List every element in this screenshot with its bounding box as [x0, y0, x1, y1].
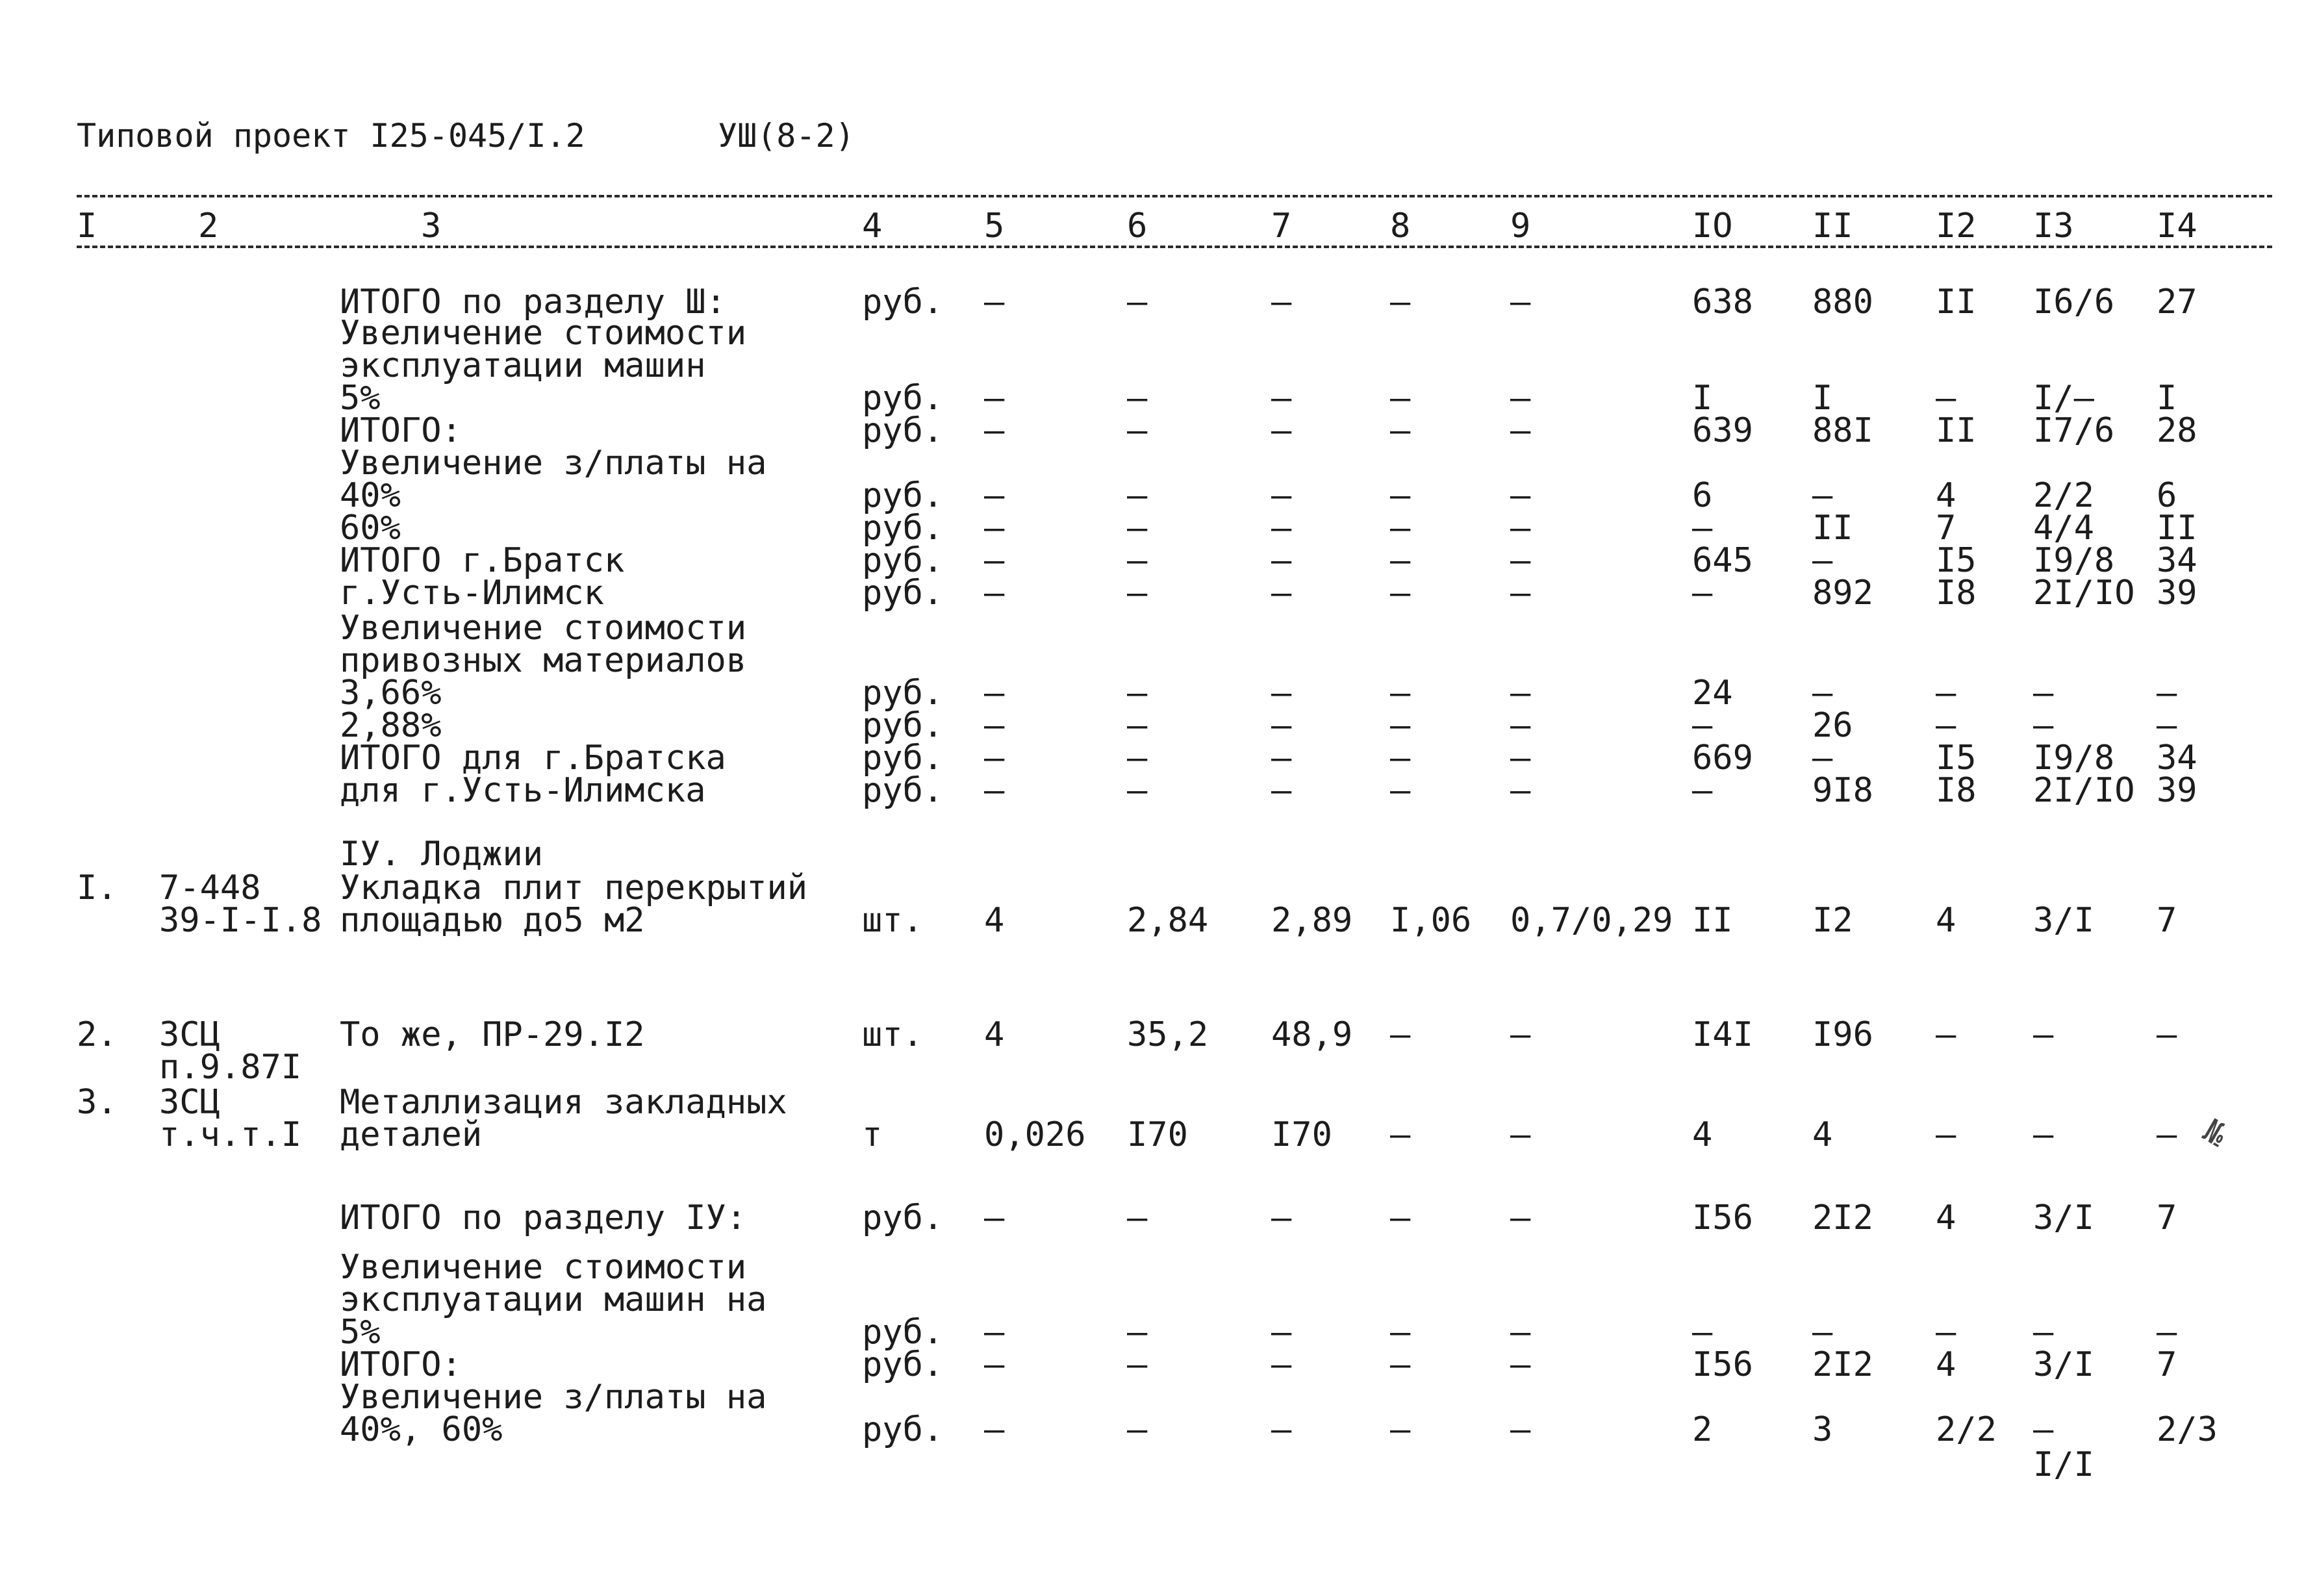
table-cell-c5: –: [984, 379, 1005, 418]
table-cell-c12: –: [1936, 379, 1956, 418]
table-cell-c6: –: [1127, 1345, 1148, 1384]
table-cell-c6: 2,84: [1127, 901, 1209, 940]
table-cell-c11: 2I2: [1812, 1345, 1873, 1384]
table-cell-c10: 645: [1692, 541, 1753, 580]
table-cell-c5: –: [984, 674, 1005, 713]
table-cell-description: Увеличение стоимости: [340, 314, 747, 353]
table-cell-description: г.Усть-Илимск: [340, 574, 604, 613]
table-cell-c4: руб.: [862, 541, 944, 580]
table-cell-c11: 88I: [1812, 411, 1873, 450]
table-cell-c5: –: [984, 509, 1005, 548]
table-cell-description: 5%: [340, 379, 381, 418]
table-cell-c12: II: [1936, 411, 1977, 450]
table-cell-c13: I9/8: [2033, 541, 2115, 580]
table-cell-reference: 39-I-I.8: [159, 901, 322, 940]
table-cell-c8: –: [1390, 771, 1411, 810]
header-rule-top: [77, 195, 2272, 197]
section-4-title: IУ. Лоджии: [340, 835, 544, 874]
table-cell-c7: –: [1271, 1198, 1292, 1237]
table-cell-c8: I,06: [1390, 901, 1472, 940]
table-cell-description: ИТОГО г.Братск: [340, 541, 625, 580]
table-cell-c11: 3: [1812, 1410, 1833, 1449]
table-cell-c12: –: [1936, 1015, 1956, 1054]
table-cell-c8: –: [1390, 574, 1411, 613]
table-cell-c12: I8: [1936, 771, 1977, 810]
table-cell-c10: –: [1692, 706, 1713, 745]
table-cell-c11: II: [1812, 509, 1853, 548]
table-cell-c12: II: [1936, 283, 1977, 322]
table-cell-description: площадью до5 м2: [340, 901, 645, 940]
table-cell-c13: I6/6: [2033, 283, 2115, 322]
table-cell-c6: –: [1127, 574, 1148, 613]
table-cell-c14: 34: [2157, 541, 2197, 580]
table-cell-c9: –: [1510, 1015, 1531, 1054]
table-cell-c6: –: [1127, 541, 1148, 580]
table-cell-c7: –: [1271, 379, 1292, 418]
table-cell-c6: –: [1127, 674, 1148, 713]
table-cell-c8: –: [1390, 379, 1411, 418]
table-cell-c14: 28: [2157, 411, 2197, 450]
table-cell-c11: 892: [1812, 574, 1873, 613]
table-cell-c6: 35,2: [1127, 1015, 1209, 1054]
table-cell-c14: 7: [2157, 1345, 2177, 1384]
table-cell-c8: –: [1390, 476, 1411, 515]
table-cell-c10: 638: [1692, 283, 1753, 322]
table-cell-c14: –: [2157, 706, 2177, 745]
sheet-code: УШ(8-2): [718, 117, 855, 155]
table-cell-c10: 6: [1692, 476, 1713, 515]
table-cell-c9: –: [1510, 739, 1531, 778]
table-cell-c11: I: [1812, 379, 1833, 418]
table-cell-c10: I56: [1692, 1198, 1753, 1237]
table-cell-c5: –: [984, 739, 1005, 778]
table-cell-c6: –: [1127, 739, 1148, 778]
table-cell-c9: –: [1510, 1410, 1531, 1449]
column-number-9: 9: [1510, 207, 1531, 246]
table-cell-c5: –: [984, 1410, 1005, 1449]
table-cell-c14: 7: [2157, 901, 2177, 940]
table-cell-c7: –: [1271, 706, 1292, 745]
table-cell-reference: 7-448: [159, 868, 261, 907]
table-cell-description: для г.Усть-Илимска: [340, 771, 706, 810]
column-number-14: I4: [2157, 207, 2197, 246]
table-cell-c13: –: [2033, 1313, 2054, 1352]
table-cell-c11: –: [1812, 1313, 1833, 1352]
table-cell-c12: 4: [1936, 901, 1956, 940]
table-cell-c4: руб.: [862, 379, 944, 418]
table-cell-c10: –: [1692, 1313, 1713, 1352]
table-cell-c14: –: [2157, 1115, 2177, 1154]
table-cell-c12: 4: [1936, 476, 1956, 515]
table-cell-c8: –: [1390, 1015, 1411, 1054]
column-number-6: 6: [1127, 207, 1148, 246]
table-cell-c4: руб.: [862, 476, 944, 515]
table-cell-c4: руб.: [862, 1198, 944, 1237]
table-cell-c7: I70: [1271, 1115, 1332, 1154]
table-cell-c6: –: [1127, 706, 1148, 745]
table-cell-c8: –: [1390, 706, 1411, 745]
table-cell-c5: –: [984, 1198, 1005, 1237]
table-cell-reference: т.ч.т.I: [159, 1115, 302, 1154]
table-cell-c8: –: [1390, 674, 1411, 713]
table-cell-c12: 4: [1936, 1198, 1956, 1237]
table-cell-description: 40%: [340, 476, 401, 515]
table-cell-c13: –: [2033, 706, 2054, 745]
column-number-10: IO: [1692, 207, 1733, 246]
table-cell-c5: –: [984, 1345, 1005, 1384]
table-cell-c5: –: [984, 771, 1005, 810]
table-cell-c13: I/–: [2033, 379, 2094, 418]
table-cell-c13: I9/8: [2033, 739, 2115, 778]
table-cell-c8: –: [1390, 509, 1411, 548]
table-cell-description: эксплуатации машин: [340, 346, 706, 385]
table-cell-c7: –: [1271, 1345, 1292, 1384]
table-cell-c4: руб.: [862, 706, 944, 745]
table-cell-c7: 2,89: [1271, 901, 1353, 940]
column-number-11: II: [1812, 207, 1853, 246]
table-cell-description: деталей: [340, 1115, 483, 1154]
table-cell-c6: –: [1127, 1410, 1148, 1449]
table-cell-c12: I5: [1936, 739, 1977, 778]
table-cell-c11: 26: [1812, 706, 1853, 745]
table-cell-c13: 2I/IO: [2033, 574, 2135, 613]
table-cell-c9: –: [1510, 1198, 1531, 1237]
table-cell-c8: –: [1390, 1410, 1411, 1449]
table-cell-c10: 4: [1692, 1115, 1713, 1154]
table-cell-c4: руб.: [862, 674, 944, 713]
table-cell-c8: –: [1390, 1198, 1411, 1237]
table-cell-c7: –: [1271, 771, 1292, 810]
column-number-8: 8: [1390, 207, 1411, 246]
table-cell-c7: –: [1271, 674, 1292, 713]
table-cell-c13: –: [2033, 1115, 2054, 1154]
table-cell-c4: шт.: [862, 1015, 923, 1054]
table-cell-c5: 4: [984, 1015, 1005, 1054]
table-cell-c8: –: [1390, 1115, 1411, 1154]
column-number-7: 7: [1271, 207, 1292, 246]
table-cell-c6: –: [1127, 1313, 1148, 1352]
table-cell-c12: I8: [1936, 574, 1977, 613]
table-cell-c9: –: [1510, 574, 1531, 613]
table-cell-c7: –: [1271, 541, 1292, 580]
column-number-1: I: [77, 207, 97, 246]
table-cell-c5: –: [984, 574, 1005, 613]
table-cell-row-number: I.: [77, 868, 118, 907]
table-cell-description: привозных материалов: [340, 641, 747, 680]
table-cell-c12: I5: [1936, 541, 1977, 580]
table-cell-c6: –: [1127, 283, 1148, 322]
table-cell-c12: –: [1936, 706, 1956, 745]
table-cell-c9: –: [1510, 1115, 1531, 1154]
table-cell-c7: –: [1271, 739, 1292, 778]
table-cell-description: То же, ПР-29.I2: [340, 1015, 645, 1054]
table-cell-c9: –: [1510, 411, 1531, 450]
table-cell-description: 60%: [340, 509, 401, 548]
table-cell-c9: –: [1510, 541, 1531, 580]
table-cell-description: Увеличение з/платы на: [340, 444, 767, 483]
table-cell-row-number: 3.: [77, 1083, 118, 1122]
table-cell-c7: 48,9: [1271, 1015, 1353, 1054]
project-title: Типовой проект I25-045/I.2: [77, 117, 585, 155]
table-cell-c9: –: [1510, 706, 1531, 745]
table-cell-c14: I: [2157, 379, 2177, 418]
table-cell-c10: –: [1692, 771, 1713, 810]
table-cell-c5: –: [984, 706, 1005, 745]
table-cell-c13: 2I/IO: [2033, 771, 2135, 810]
table-cell-c5: 4: [984, 901, 1005, 940]
table-cell-c13: 3/I: [2033, 1345, 2094, 1384]
table-cell-description: ИТОГО по разделу IУ:: [340, 1198, 747, 1237]
table-cell-c4: руб.: [862, 411, 944, 450]
table-cell-reference: п.9.87I: [159, 1048, 302, 1087]
table-cell-c6: –: [1127, 411, 1148, 450]
table-cell-description: эксплуатации машин на: [340, 1280, 767, 1319]
table-cell-c14: –: [2157, 1015, 2177, 1054]
table-cell-c6: –: [1127, 379, 1148, 418]
table-cell-c7: –: [1271, 283, 1292, 322]
table-cell-description: 5%: [340, 1313, 381, 1352]
table-cell-c4: руб.: [862, 283, 944, 322]
table-cell-c6: I70: [1127, 1115, 1188, 1154]
table-cell-c9: –: [1510, 771, 1531, 810]
table-cell-c10: I4I: [1692, 1015, 1753, 1054]
table-cell-c10: 639: [1692, 411, 1753, 450]
table-cell-c6: –: [1127, 509, 1148, 548]
table-cell-c10: –: [1692, 509, 1713, 548]
table-cell-c10: –: [1692, 574, 1713, 613]
table-cell-c5: –: [984, 283, 1005, 322]
table-cell-c8: –: [1390, 1345, 1411, 1384]
table-cell-description: 40%, 60%: [340, 1410, 503, 1449]
table-cell-c6: –: [1127, 476, 1148, 515]
table-cell-c13: 2/2: [2033, 476, 2094, 515]
table-cell-c4: руб.: [862, 509, 944, 548]
table-cell-c10: 24: [1692, 674, 1733, 713]
column-number-4: 4: [862, 207, 883, 246]
table-cell-c11: 9I8: [1812, 771, 1873, 810]
table-cell-c11: –: [1812, 739, 1833, 778]
table-cell-description: ИТОГО:: [340, 1345, 462, 1384]
table-cell-c9: 0,7/0,29: [1510, 901, 1673, 940]
table-cell-c4: руб.: [862, 1313, 944, 1352]
table-cell-c7: –: [1271, 411, 1292, 450]
table-cell-c13: –: [2033, 1015, 2054, 1054]
table-cell-description: Укладка плит перекрытий: [340, 868, 808, 907]
table-cell-c4: руб.: [862, 739, 944, 778]
table-cell-c5: –: [984, 476, 1005, 515]
table-cell-c7: –: [1271, 1313, 1292, 1352]
table-cell-c8: –: [1390, 283, 1411, 322]
column-number-2: 2: [198, 207, 219, 246]
table-cell-c13: 4/4: [2033, 509, 2094, 548]
table-cell-c9: –: [1510, 509, 1531, 548]
table-cell-c13: I7/6: [2033, 411, 2115, 450]
table-cell-description: Увеличение стоимости: [340, 1248, 747, 1287]
table-cell-c13: 3/I: [2033, 1198, 2094, 1237]
table-cell-c11: 4: [1812, 1115, 1833, 1154]
table-cell-description: 2,88%: [340, 706, 442, 745]
table-cell-c9: –: [1510, 1345, 1531, 1384]
table-cell-c5: –: [984, 411, 1005, 450]
table-cell-c7: –: [1271, 509, 1292, 548]
table-cell-c12: –: [1936, 674, 1956, 713]
table-cell-c12: 2/2: [1936, 1410, 1997, 1449]
table-cell-description: 3,66%: [340, 674, 442, 713]
table-cell-c13: –: [2033, 674, 2054, 713]
table-cell-description: Увеличение з/платы на: [340, 1378, 767, 1417]
column-number-12: I2: [1936, 207, 1977, 246]
table-cell-c11: –: [1812, 674, 1833, 713]
table-cell-c14: –: [2157, 674, 2177, 713]
table-cell-c14: 39: [2157, 771, 2197, 810]
table-cell-c9: –: [1510, 476, 1531, 515]
margin-handwritten-mark: №: [2197, 1111, 2233, 1154]
table-cell-c9: –: [1510, 379, 1531, 418]
table-cell-reference: ЗСЦ: [159, 1015, 220, 1054]
table-cell-c12: –: [1936, 1115, 1956, 1154]
table-cell-c10: 669: [1692, 739, 1753, 778]
table-cell-c14: 34: [2157, 739, 2197, 778]
table-cell-c4: шт.: [862, 901, 923, 940]
table-cell-c11: –: [1812, 476, 1833, 515]
table-cell-c8: –: [1390, 541, 1411, 580]
table-cell-c10: 2: [1692, 1410, 1713, 1449]
table-cell-c14: 7: [2157, 1198, 2177, 1237]
column-number-13: I3: [2033, 207, 2074, 246]
table-cell-description: ИТОГО для г.Братска: [340, 739, 726, 778]
table-cell-c14: II: [2157, 509, 2197, 548]
column-number-5: 5: [984, 207, 1005, 246]
table-cell-c6: –: [1127, 1198, 1148, 1237]
table-cell-c9: –: [1510, 1313, 1531, 1352]
table-cell-row-number: 2.: [77, 1015, 118, 1054]
table-cell-description: Увеличение стоимости: [340, 609, 747, 648]
table-cell-c9: –: [1510, 283, 1531, 322]
table-cell-c5: –: [984, 541, 1005, 580]
header-rule-bottom: [77, 246, 2272, 248]
table-cell-c14: 6: [2157, 476, 2177, 515]
table-cell-c11: I96: [1812, 1015, 1873, 1054]
table-cell-c12: 4: [1936, 1345, 1956, 1384]
table-cell-reference: ЗСЦ: [159, 1083, 220, 1122]
table-cell-c4: руб.: [862, 1410, 944, 1449]
table-cell-c7: –: [1271, 1410, 1292, 1449]
table-cell-c14: 2/3: [2157, 1410, 2218, 1449]
table-cell-c13: 3/I: [2033, 901, 2094, 940]
table-cell-c8: –: [1390, 1313, 1411, 1352]
table-cell-description: ИТОГО:: [340, 411, 462, 450]
table-cell-c8: –: [1390, 739, 1411, 778]
column-number-3: 3: [421, 207, 442, 246]
table-cell-c8: –: [1390, 411, 1411, 450]
table-cell-c12: 7: [1936, 509, 1956, 548]
table-cell-c14: 39: [2157, 574, 2197, 613]
table-cell-c10: I: [1692, 379, 1713, 418]
table-cell-c9: –: [1510, 674, 1531, 713]
table-cell-c11: 880: [1812, 283, 1873, 322]
table-cell-c10: II: [1692, 901, 1733, 940]
table-cell-description: Металлизация закладных: [340, 1083, 787, 1122]
table-cell-c12: –: [1936, 1313, 1956, 1352]
table-cell-description: ИТОГО по разделу Ш:: [340, 283, 726, 322]
table-cell-c7: –: [1271, 574, 1292, 613]
table-cell-c11: I2: [1812, 901, 1853, 940]
table-cell-c14: 27: [2157, 283, 2197, 322]
table-cell-c4: т: [862, 1115, 883, 1154]
table-cell-c5: 0,026: [984, 1115, 1086, 1154]
table-cell-c10: I56: [1692, 1345, 1753, 1384]
table-cell-c14: –: [2157, 1313, 2177, 1352]
table-cell-c6: –: [1127, 771, 1148, 810]
table-cell-c11: –: [1812, 541, 1833, 580]
table-cell-c4: руб.: [862, 1345, 944, 1384]
table-cell-c11: 2I2: [1812, 1198, 1873, 1237]
table-cell-c4: руб.: [862, 771, 944, 810]
table-cell-c5: –: [984, 1313, 1005, 1352]
table-cell-c7: –: [1271, 476, 1292, 515]
table-cell-c13: –: [2033, 1410, 2054, 1449]
table-cell-c4: руб.: [862, 574, 944, 613]
table-cell-c13-extra: I/I: [2033, 1445, 2094, 1484]
